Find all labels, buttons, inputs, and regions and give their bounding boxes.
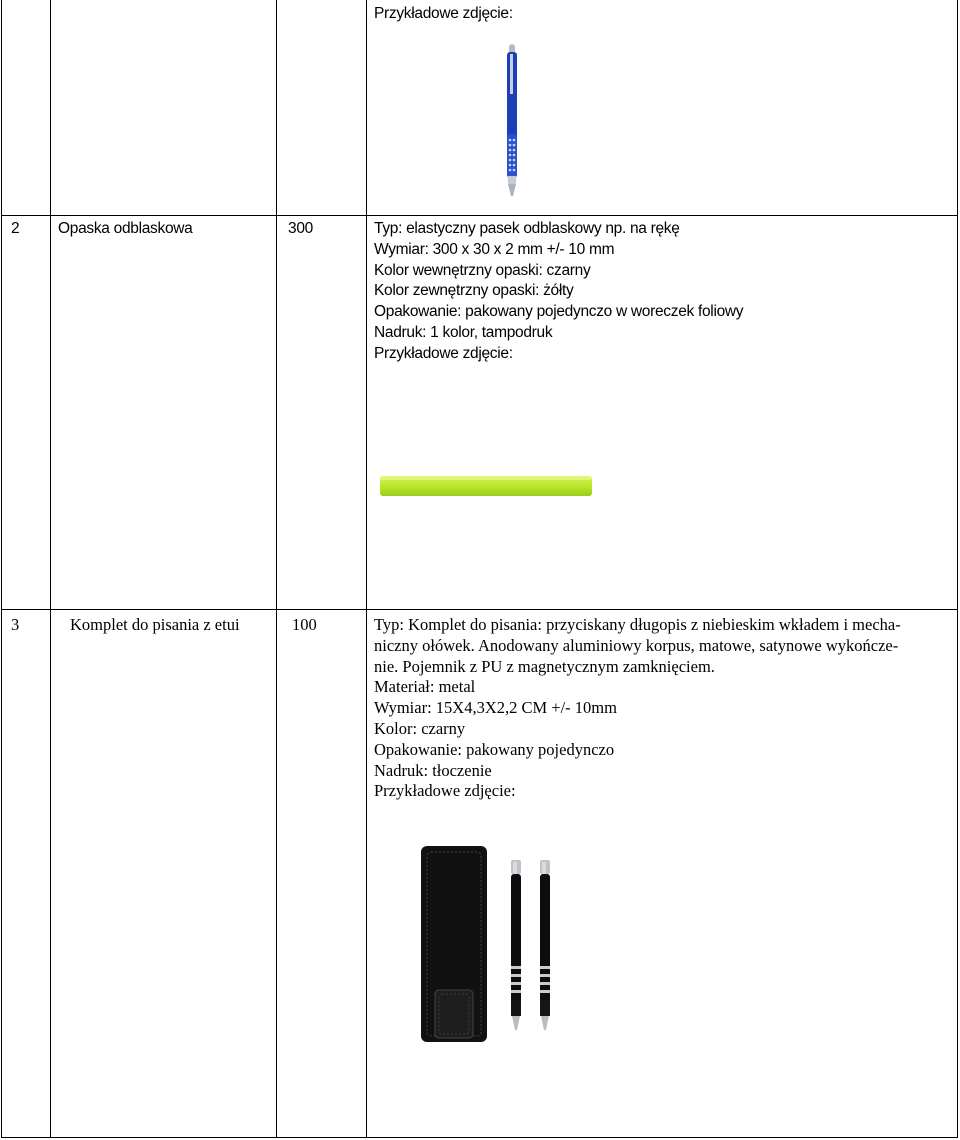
table-border-left bbox=[1, 0, 2, 1138]
row2-quantity: 300 bbox=[288, 220, 313, 237]
column-divider-qty bbox=[366, 0, 367, 1138]
row-divider-2 bbox=[1, 609, 958, 610]
row1-description-line: Przykładowe zdjęcie: bbox=[374, 5, 513, 22]
row2-description-line: Kolor wewnętrzny opaski: czarny bbox=[374, 261, 591, 279]
writing-set-image bbox=[415, 842, 565, 1048]
row3-description-line: Opakowanie: pakowany pojedynczo bbox=[374, 739, 615, 759]
row3-description-line: Wymiar: 15X4,3X2,2 CM +/- 10mm bbox=[374, 698, 617, 718]
row2-description-line: Kolor zewnętrzny opaski: żółty bbox=[374, 282, 574, 300]
row3-description-line: nie. Pojemnik z PU z magnetycznym zamknięciem. bbox=[374, 656, 715, 676]
row1-description bbox=[374, 4, 513, 25]
pen-one bbox=[511, 860, 521, 1030]
row2-product-name: Opaska odblaskowa bbox=[58, 220, 193, 237]
row2-description bbox=[374, 219, 743, 365]
row3-description-line: niczny ołówek. Anodowany aluminiowy korpus, matowe, satynowe wykończe- bbox=[374, 635, 899, 655]
row3-description bbox=[374, 615, 901, 802]
row2-description-line: Przykładowe zdjęcie: bbox=[374, 344, 513, 362]
row3-description-line: Typ: Komplet do pisania: przyciskany długopis z niebieskim wkładem i mecha- bbox=[374, 615, 901, 634]
column-divider-name bbox=[276, 0, 277, 1138]
row3-description-line: Przykładowe zdjęcie: bbox=[374, 781, 516, 801]
row3-product-name: Komplet do pisania z etui bbox=[70, 615, 240, 634]
row3-description-line: Nadruk: tłoczenie bbox=[374, 760, 492, 780]
row-divider-1 bbox=[1, 215, 958, 216]
row2-description-line: Typ: elastyczny pasek odblaskowy np. na rękę bbox=[374, 220, 680, 237]
row2-description-line: Wymiar: 300 x 30 x 2 mm +/- 10 mm bbox=[374, 240, 615, 258]
pen-two bbox=[540, 860, 550, 1030]
row3-number: 3 bbox=[11, 615, 20, 634]
row3-description-line: Kolor: czarny bbox=[374, 718, 466, 738]
blue-pen-image bbox=[498, 42, 528, 202]
row3-description-line: Materiał: metal bbox=[374, 677, 476, 697]
table-border-right bbox=[957, 0, 958, 1138]
table-border-bottom bbox=[1, 1137, 958, 1138]
row2-number: 2 bbox=[11, 220, 20, 237]
row2-description-line: Nadruk: 1 kolor, tampodruk bbox=[374, 323, 553, 341]
row2-description-line: Opakowanie: pakowany pojedynczo w woreczek foliowy bbox=[374, 303, 744, 321]
reflective-band-image bbox=[378, 473, 594, 499]
row3-quantity: 100 bbox=[292, 615, 317, 634]
column-divider-no bbox=[50, 0, 51, 1138]
